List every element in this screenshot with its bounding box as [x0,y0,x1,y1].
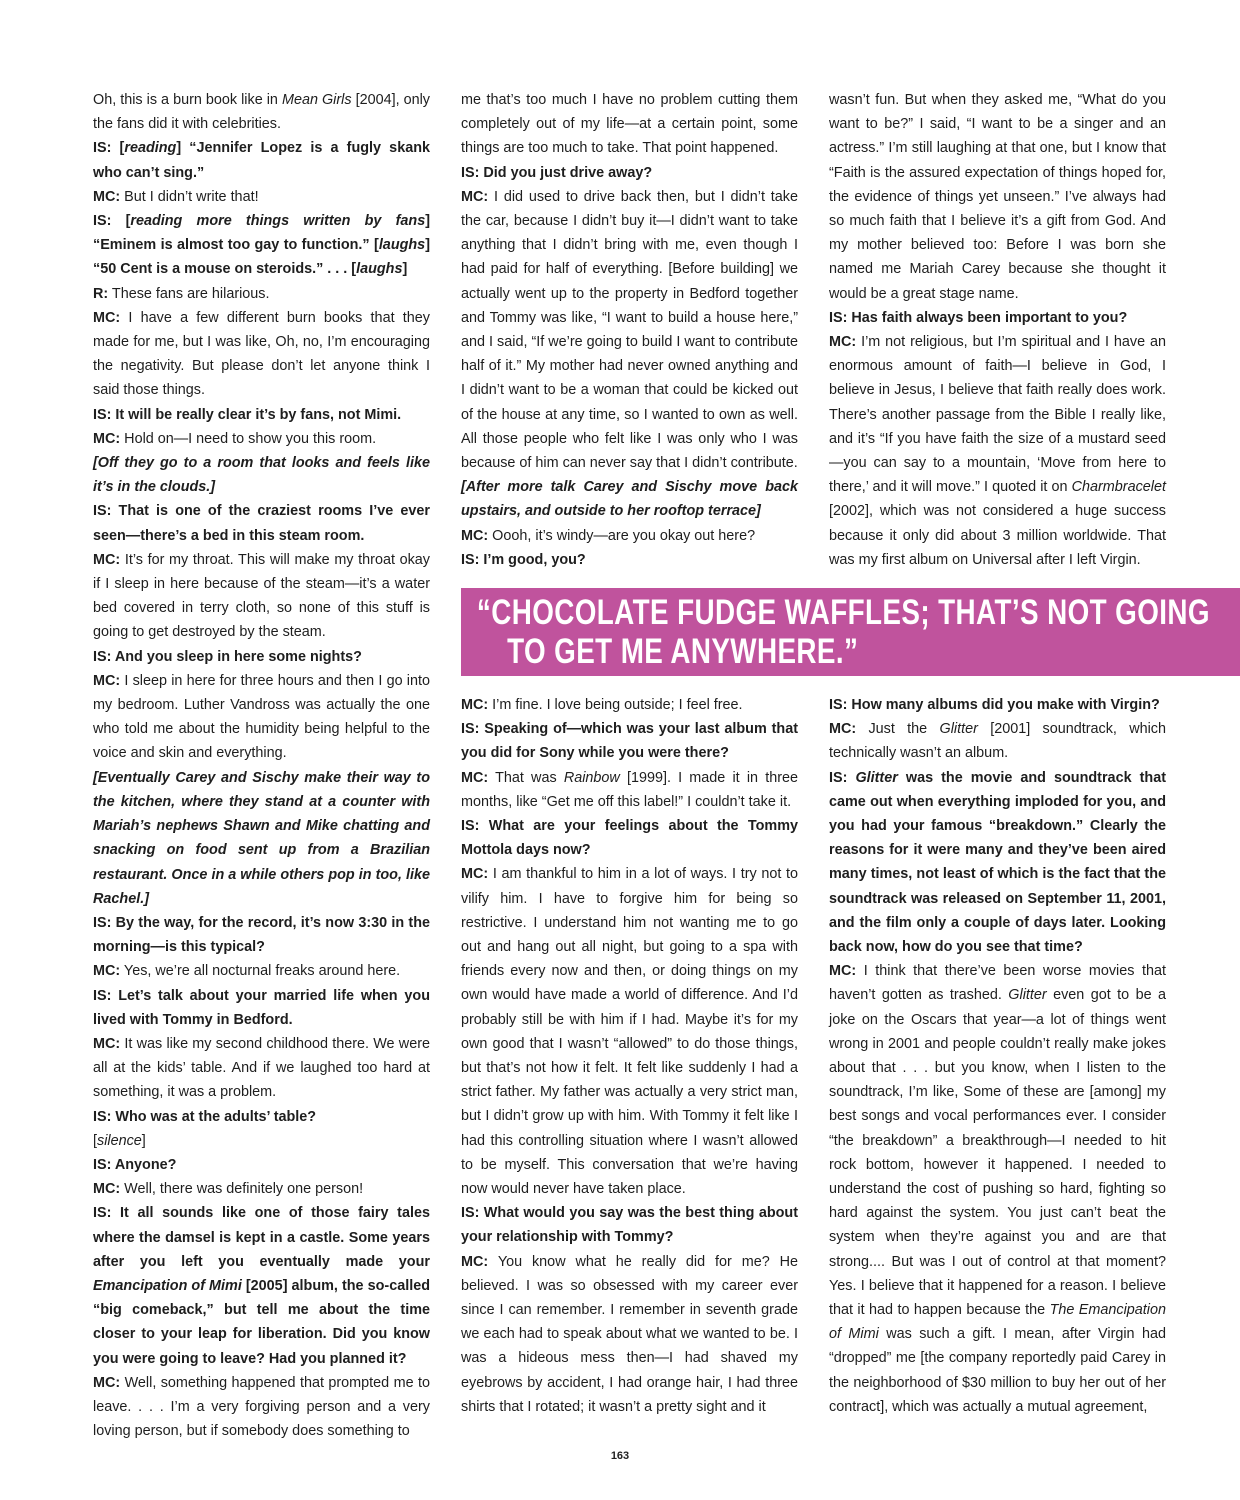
interviewer-question: IS: Let’s talk about your married life when you lived with Tommy in Bedford. [93,987,430,1028]
title-emphasis: reading [124,140,177,157]
interviewer-question: IS: Who was at the adults’ table? [93,1108,317,1125]
body-paragraph: wasn’t fun. But when they asked me, “What do you want to be?” I said, “I want to be a singer and an actress.” I’m still laughing at that one, but I know that “Faith is the assured expectation of things hoped for, the evidence of things yet unseen.” I’ve always had so much faith that I believe it’s a gift from God. And my mother believed too: Before I was born she named me Mariah Carey because she thought it would be a great stage name. [829,92,1166,302]
stage-direction: [After more talk Carey and Sischy move back upstairs, and outside to her rooftop terrace] [461,479,798,520]
interviewer-question: IS: [reading more things written by fans] “Eminem is almost too gay to function.” [laughs] “50 Cent is a mouse on steroids.” . . . [laughs] [93,213,430,278]
speaker-label: MC: [461,697,489,713]
speaker-label: MC: [93,188,121,205]
answer-paragraph: R: These fans are hilarious. [93,285,270,302]
column-2 [461,88,798,572]
interviewer-question: IS: How many albums did you make with Virgin? [829,697,1160,713]
answer-paragraph: MC: Yes, we’re all nocturnal freaks around here. [93,963,401,980]
body-paragraph: me that’s too much I have no problem cutting them completely out of my life—at a certain point, some things are too much to take. That point happened. [461,92,798,157]
interviewer-question: IS: I’m good, you? [461,551,586,568]
answer-paragraph: MC: Well, something happened that prompted me to leave. . . . I’m a very forgiving person and a very loving person, but if somebody does something to [93,1374,430,1440]
interviewer-question: IS: It will be really clear it’s by fans, not Mimi. [93,406,402,423]
page-number: 163 [610,1450,630,1462]
interviewer-question: IS: What would you say was the best thing about your relationship with Tommy? [461,1205,798,1246]
answer-paragraph: MC: Just the Glitter [2001] soundtrack, which technically wasn’t an album. [829,721,1166,762]
answer-paragraph: MC: Well, there was definitely one person! [93,1181,364,1198]
speaker-label: MC: [829,963,857,980]
speaker-label: MC: [93,309,121,326]
answer-paragraph: MC: I think that there’ve been worse movies that haven’t gotten as trashed. Glitter even got to be a joke on the Oscars that year—a lot of things went wrong in 2001 and people couldn’t really make jokes about that . . . but you know, when I listen to the soundtrack, I’m like, Some of these are [among] my best songs and vocal performances ever. I consider “the breakdown” a breakthrough—I needed to hit rock bottom, however it happened. I needed to understand the cost of pushing so hard, fighting so hard against the system. You just can’t beat the system when they’re against you and are that strong.... But was I out of control at that moment? Yes. I believe that it happened for a reason. I believe that it had to happen because the The Emancipation of Mimi was such a gift. I mean, after Virgin had “dropped” me [the company reportedly paid Carey in the neighborhood of $30 million to buy her out of her contract], which was actually a mutual agreement, [829,963,1167,1415]
speaker-label: MC: [93,1035,121,1052]
interviewer-question: IS: Anyone? [93,1156,177,1173]
title-emphasis: The Emancipation of Mimi [829,1302,1166,1343]
interviewer-question: IS: And you sleep in here some nights? [93,648,362,665]
interviewer-question: IS: Did you just drive away? [461,164,653,181]
title-emphasis: Glitter [855,769,898,786]
pull-quote [461,588,1240,676]
interviewer-question: IS: By the way, for the record, it’s now 3:30 in the morning—is this typical? [93,914,430,956]
interviewer-question: IS: What are your feelings about the Tommy Mottola days now? [461,818,798,859]
title-emphasis: Glitter [939,721,978,738]
interviewer-question: IS: It all sounds like one of those fairy tales where the damsel is kept in a castle. Some years after you left you eventually made your Emancipation of Mimi [2005] album, the so-called “big comeback,” but tell me about the time closer to your leap for liberation. Did you know you were going to leave? Had you planned it? [93,1205,430,1367]
speaker-label: MC: [829,721,857,738]
stage-direction: [Eventually Carey and Sischy make their way to the kitchen, where they stand at a counter with Mariah’s nephews Shawn and Mike chatting and snacking on food sent up from a Brazilian restaurant. Once in a while others pop in too, like Rachel.] [93,769,430,907]
speaker-label: MC: [461,188,489,205]
speaker-label: MC: [93,963,121,980]
answer-paragraph: MC: I sleep in here for three hours and then I go into my bedroom. Luther Vandross was actually the one who told me about the humidity being helpful to the voice and skin and everything. [93,672,430,762]
answer-paragraph: MC: I did used to drive back then, but I didn’t take the car, because I didn’t buy it—I didn’t want to take anything that I didn’t bring with me, even though I had paid for half of everything. [Before building] we actually went up to the property in Bedford together and Tommy was like, “I want to build a house here,” and I said, “If we’re going to build I want to contribute half of it.” My mother had never owned anything and I didn’t want to be a woman that could be kicked out of the house at any time, so I wanted to own as well. All those people who felt like I was only who I was because of him can never say that I didn’t contribute. [461,188,798,472]
title-emphasis: laughs [378,237,426,254]
title-emphasis: Emancipation of Mimi [93,1277,242,1294]
body-paragraph: Oh, this is a burn book like in Mean Girls [2004], only the fans did it with celebrities. [93,92,430,133]
speaker-label: MC: [93,1181,121,1198]
title-emphasis: Rainbow [563,769,620,786]
title-emphasis: Mean Girls [281,92,352,108]
answer-paragraph: MC: But I didn’t write that! [93,188,259,205]
column-4 [461,693,798,1419]
title-emphasis: silence [97,1132,142,1149]
answer-paragraph: MC: That was Rainbow [1999]. I made it in three months, like “Get me off this label!” I couldn’t take it. [461,769,798,810]
interviewer-question: IS: Glitter was the movie and soundtrack that came out when everything imploded for you, and you had your famous “breakdown.” Clearly the reasons for it were many and they’ve been aired many times, not least of which is the fact that the soundtrack was released on September 11, 2001, and the film only a couple of days later. Looking back now, how do you see that time? [829,769,1166,956]
speaker-label: MC: [461,527,489,544]
speaker-label: MC: [93,430,121,447]
column-1 [93,88,430,1443]
interviewer-question: IS: [reading] “Jennifer Lopez is a fugly skank who can’t sing.” [93,140,430,181]
answer-paragraph: MC: I’m fine. I love being outside; I feel free. [461,697,743,713]
speaker-label: MC: [829,334,857,351]
body-paragraph: [silence] [93,1132,146,1149]
title-emphasis: laughs [356,261,403,278]
answer-paragraph: MC: I am thankful to him in a lot of ways. I try not to vilify him. I have to forgive him for being so restrictive. I understand him not wanting me to go out and hang out all night, but going to a spa with friends every now and then, or doing things on my own would have made a world of difference. And I’d probably still be with him if I had. Maybe it’s for my own good that I wasn’t “allowed” to do those things, but that’s not how it felt. It felt like suddenly I had a strict father. My father was actually a very strict man, but I didn’t grow up with him. With Tommy it felt like I had this controlling situation where I wasn’t allowed to be myself. This conversation that we’re having now would never have taken place. [461,866,798,1198]
speaker-label: MC: [461,866,489,883]
answer-paragraph: MC: It’s for my throat. This will make my throat okay if I sleep in here because of the steam—it’s a water bed covered in terry cloth, so none of this stuff is going to get destroyed by the steam. [93,551,430,641]
title-emphasis: reading more things written by fans [130,213,426,230]
pull-quote-line-1: “CHOCOLATE FUDGE WAFFLES; THAT’S NOT GOING [476,593,1210,632]
answer-paragraph: MC: I’m not religious, but I’m spiritual and I have an enormous amount of faith—I believe in God, I believe in Jesus, I believe that faith really does work. There’s another passage from the Bible I really like, and it’s “If you have faith the size of a mustard seed—you can say to a mountain, ‘Move from here to there,’ and it will move.” I quoted it on Charmbracelet [2002], which was not considered a huge success because it only did about 3 million worldwide. That was my first album on Universal after I left Virgin. [829,334,1166,568]
speaker-label: MC: [93,1374,121,1391]
column-3 [829,88,1166,572]
speaker-label: MC: [93,551,121,568]
speaker-label: MC: [93,672,121,689]
title-emphasis: Glitter [1008,987,1047,1004]
answer-paragraph: MC: It was like my second childhood there. We were all at the kids’ table. And if we laughed too hard at something, it was a problem. [93,1035,430,1101]
speaker-label: R: [93,285,109,302]
interviewer-question: IS: That is one of the craziest rooms I’ve ever seen—there’s a bed in this steam room. [93,503,430,544]
speaker-label: MC: [461,1253,489,1270]
answer-paragraph: MC: I have a few different burn books that they made for me, but I was like, Oh, no, I’m encouraging the negativity. But please don’t let anyone think I said those things. [93,309,430,399]
answer-paragraph: MC: You know what he really did for me? He believed. I was so obsessed with my career ever since I can remember. I remember in seventh grade we each had to speak about what we wanted to be. I was a hideous mess then—I had shaved my eyebrows by accident, I had orange hair, I had three shirts that I rotated; it wasn’t a pretty sight and it [461,1253,798,1415]
pull-quote-line-2: TO GET ME ANYWHERE.” [507,632,859,671]
column-5 [829,693,1166,1419]
answer-paragraph: MC: Hold on—I need to show you this room. [93,430,377,447]
stage-direction: [Off they go to a room that looks and feels like it’s in the clouds.] [93,455,430,496]
answer-paragraph: MC: Oooh, it’s windy—are you okay out here? [461,527,756,544]
title-emphasis: Charmbracelet [1071,479,1166,496]
interviewer-question: IS: Speaking of—which was your last album that you did for Sony while you were there? [461,721,798,762]
interviewer-question: IS: Has faith always been important to you? [829,309,1128,326]
speaker-label: MC: [461,769,489,786]
